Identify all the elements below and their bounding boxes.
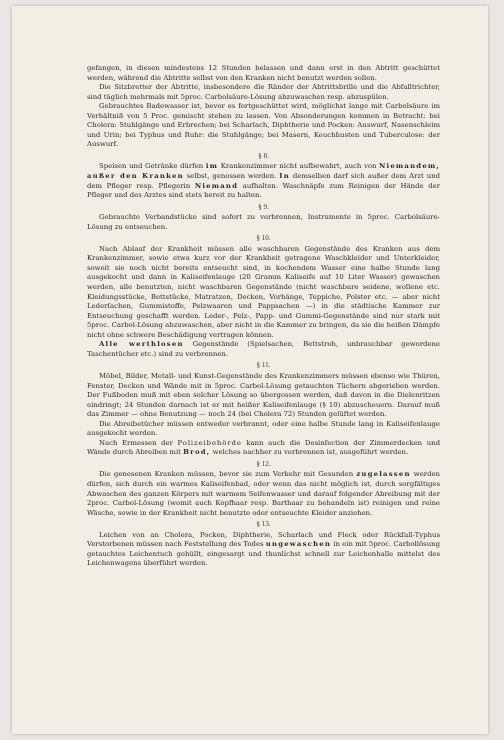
section-heading: § 11. bbox=[256, 361, 271, 370]
paragraph: Gebrauchte Verbandstücke sind sofort zu verbrennen, Instrumente in 5proc. Carbolsäure-Lösung zu entseuchen. bbox=[87, 213, 440, 231]
paragraph: Die Sitzbretter der Abtritte, insbesondere die Ränder der Abtrittsbrille und die Abfalltrichter, sind täglich mehrmals mit 5proc. Carbolsäure-Lösung abzuwaschen resp. abzuspülen. bbox=[87, 83, 440, 101]
emphasis: Alle werthlosen bbox=[99, 340, 184, 349]
paragraph: Gebrauchtes Badewasser ist, bevor es fortgeschüttet wird, möglichst lange mit Carbolsäure im Verhältniß von 5 Proc. gemischt stehen zu lassen. Von Absonderungen kommen in Betracht: bei Cholera: Stuhlgänge und Erbrechen; bei Scharlach, Diphtherie und Pocken: Auswurf, Nasenschleim und Urin; bei Typhus und Ruhr: die Stuhlgänge; bei Masern, Keuchhusten und Tuberculose: der Auswurf. bbox=[87, 102, 440, 149]
paragraph: Die genesenen Kranken müssen, bevor sie zum Verkehr mit Gesunden zugelassen werden dürfen, sich durch ein warmes Kaliseifenbad, oder wenn das nicht möglich ist, durch sorgfältiges Abwaschen des ganzen Körpers mit warmem Seifenwasser und darauf folgender Abreibung mit der 2proc. Carbol-Lösung (womit auch Kopfhaar resp. Barthaar zu behandeln ist) reinigen und reine Wäsche, sowie in der Krankheit nicht benutzte oder entseuchte Kleider anziehen. bbox=[87, 470, 440, 517]
emphasis: Niemandem, außer den Kranken bbox=[87, 162, 440, 181]
emphasis: im bbox=[205, 162, 219, 171]
section-heading: § 8. bbox=[258, 151, 269, 160]
paragraph: Nach Ermessen der Polizeibehörde kann auch die Desinfection der Zimmerdecken und Wände durch Abreiben mit Brod, welches nachher zu verbrennen ist, ausgeführt werden. bbox=[87, 438, 440, 457]
section-heading: § 10. bbox=[256, 234, 271, 243]
emphasis: Niemand bbox=[194, 181, 239, 190]
section-heading: § 12. bbox=[256, 459, 271, 468]
paragraph: Leichen von an Cholera, Pocken, Diphtherie, Scharlach und Fleck oder Rückfall-Typhus Verstorbenen müssen nach Feststellung des Todes ungewaschen in ein mit 5proc. Carbollösung getauchtes Leichentuch gehüllt, eingesargt und thunlichst schnell zur Leichenhalle mittelst des Leichenwagens überführt werden. bbox=[87, 530, 440, 568]
paragraph: Alle werthlosen Gegenstände (Spielsachen, Bettstroh, unbrauchbar gewordene Taschentücher etc.) sind zu verbrennen. bbox=[87, 340, 440, 358]
emphasis: Polizeibehörde bbox=[177, 438, 242, 447]
section-heading: § 13. bbox=[256, 520, 271, 529]
emphasis: ungewaschen bbox=[265, 540, 332, 549]
emphasis: In bbox=[279, 172, 290, 181]
emphasis: zugelassen bbox=[356, 470, 411, 479]
emphasis: Brod, bbox=[183, 448, 211, 457]
document-body bbox=[87, 64, 440, 569]
paragraph: Speisen und Getränke dürfen im Krankenzimmer nicht aufbewahrt, auch von Niemandem, außer den Kranken selbst, genossen werden. In demselben darf sich außer dem Arzt und dem Pfleger resp. Pflegerin Niemand aufhalten. Waschnäpfe zum Reinigen der Hände der Pfleger und des Arztes sind stets bereit zu halten. bbox=[87, 162, 441, 200]
paragraph: Die Abreibetücher müssen entweder verbrannt, oder eine halbe Stunde lang in Kaliseifenlauge ausgekocht werden. bbox=[87, 419, 440, 438]
paragraph: Möbel, Bilder, Metall- und Kunst-Gegenstände des Krankenzimmers müssen ebenso wie Thüren, Fenster, Decken und Wände mit in 5proc. Carbol-Lösung getauchten Tüchern abgerieben werden. Der Fußboden muß mit eben solcher Lösung so übergossen werden, daß davon in die Dielenritzen eindringt; 24 Stunden darnach ist er mit heißer Kaliseifenlauge (§ 10) abzuscheuern. Darauf muß das Zimmer — ohne Benutzung — noch 24 (bei Cholera 72) Stunden gelüftet werden. bbox=[87, 371, 440, 419]
paragraph: gefangen, in diesen mindestens 12 Stunden belassen und dann erst in den Abtritt geschüttet werden, während die Abtritte selbst von den Kranken nicht benutzt werden sollen. bbox=[87, 64, 440, 82]
document-page bbox=[12, 6, 488, 734]
paragraph: Nach Ablauf der Krankheit müssen alle waschbaren Gegenstände des Kranken aus dem Krankenzimmer, sowie etwa kurz vor der Krankheit getragene Waschkleider und Unterkleider, soweit sie noch nicht bereits entseucht sind, in kochendem Wasser eine halbe Stunde lang ausgekocht und dann in Kaliseifenlauge (20 Gramm Kaliseife auf 10 Liter Wasser) gewaschen werden, alle benutzten, nicht waschbaren Gegenstände (nicht waschbare seidene, wollene etc. Kleidungsstücke, Bettstücke, Matratzen, Decken, Vorhänge, Teppiche, Polster etc. — aber nicht Lederſachen, Gummistoffe, Pelzwaaren und Pappsachen —) in die städtische Kammer zur Entseuchung geschafft werden. Leder-, Pelz-, Papp- und Gummi-Gegenstände sind nur stark mit 5proc. Carbol-Lösung abzuwaschen, aber nicht in die Kammer zu bringen, da sie die heißen Dämpfe nicht ohne schwere Beschädigung vertragen können. bbox=[87, 244, 440, 339]
section-heading: § 9. bbox=[258, 202, 269, 211]
